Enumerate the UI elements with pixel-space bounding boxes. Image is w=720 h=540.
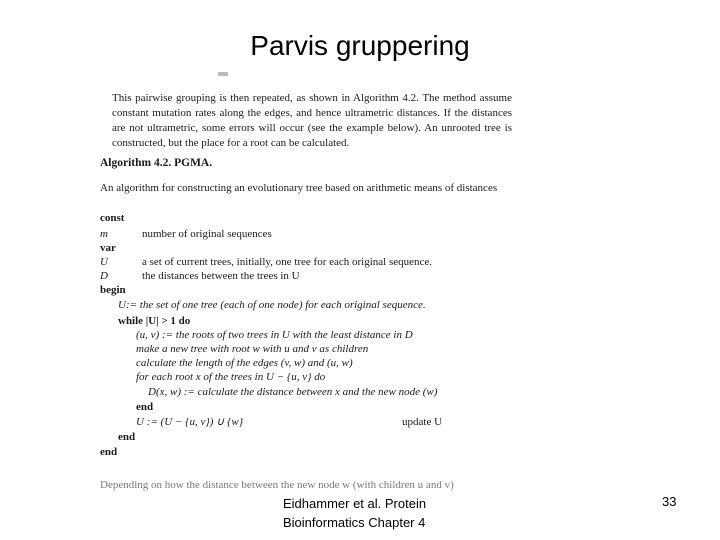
end-main: end: [100, 446, 118, 458]
intro-paragraph: This pairwise grouping is then repeated, as shown in Algorithm 4.2. The method assume constant mutation rates along the edges, and hence ultrametric distances. If the distances are not ultrametric, some errors will occur (see the example below). An unrooted tree is constructed, but the place for a root can be calculated.: [112, 92, 512, 149]
end-for: end: [136, 401, 154, 413]
scan-smudge: [218, 72, 228, 76]
m-description: number of original sequences: [142, 228, 272, 240]
page-number: 33: [662, 494, 677, 509]
while-line: while |U| > 1 do: [118, 315, 191, 327]
algorithm-step-distance: D(x, w) := calculate the distance between x and the new node (w): [148, 386, 438, 398]
u-variable: U: [100, 256, 108, 268]
footer-line-1: Eidhammer et al. Protein: [283, 496, 427, 511]
update-comment: update U: [402, 416, 443, 428]
scanned-page-image: [100, 72, 512, 491]
algorithm-description: An algorithm for constructing an evolutionary tree based on arithmetic means of distances: [100, 182, 498, 194]
algorithm-step-edges: calculate the length of the edges (v, w) and (u, w): [136, 357, 353, 369]
update-expression: U := (U − {u, v}) ∪ {w}: [136, 416, 244, 428]
footer-citation: [283, 494, 426, 532]
const-keyword: const: [100, 212, 125, 224]
cut-off-line: Depending on how the distance between the new node w (with children u and v): [100, 479, 454, 491]
begin-keyword: begin: [100, 284, 126, 296]
algorithm-step-select: (u, v) := the roots of two trees in U with the least distance in D: [136, 329, 413, 341]
algorithm-step-new-tree: make a new tree with root w with u and v as children: [136, 343, 369, 355]
slide-title: Parvis gruppering: [250, 30, 470, 61]
m-variable: m: [100, 228, 108, 240]
algorithm-title: Algorithm 4.2. PGMA.: [100, 157, 213, 169]
footer-line-2: Bioinformatics Chapter 4: [283, 515, 426, 530]
algorithm-step-init: U:= the set of one tree (each of one node) for each original sequence.: [118, 299, 426, 311]
d-variable: D: [100, 270, 108, 282]
u-description: a set of current trees, initially, one tree for each original sequence.: [142, 256, 433, 268]
d-description: the distances between the trees in U: [142, 270, 300, 282]
var-keyword: var: [100, 242, 116, 254]
end-while: end: [118, 431, 136, 443]
for-line: for each root x of the trees in U − {u, v} do: [136, 371, 326, 383]
